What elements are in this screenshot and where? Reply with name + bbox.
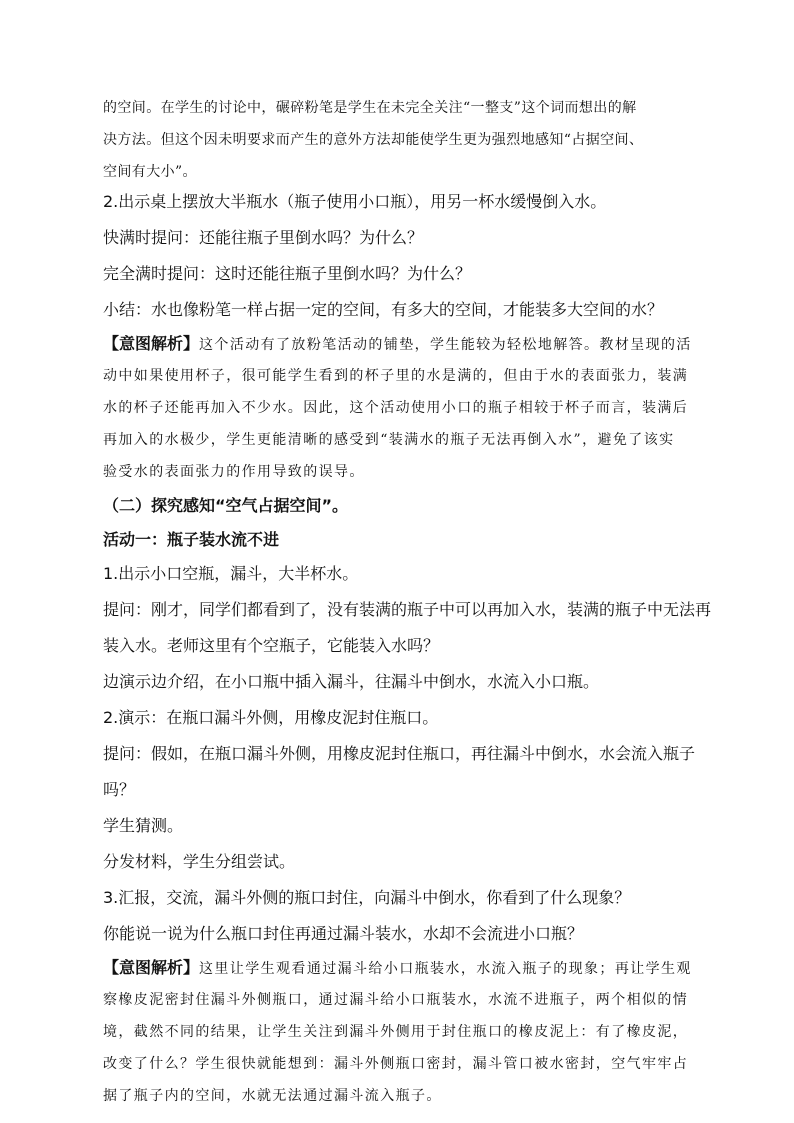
paragraph-line: 境，截然不同的结果，让学生关注到漏斗外侧用于封住瓶口的橡皮泥上：有了橡皮泥，: [103, 1024, 689, 1040]
question-line: 提问：刚才，同学们都看到了，没有装满的瓶子中可以再加入水，装满的瓶子中无法再: [103, 600, 712, 619]
intent-analysis-line: [103, 958, 695, 978]
activity-heading: 活动一：瓶子装水流不进: [103, 530, 280, 549]
paragraph-line: 据了瓶子内的空间，水就无法通过漏斗流入瓶子。: [103, 1088, 442, 1104]
paragraph-line: 决方法。但这个因未明要求而产生的意外方法却能使学生更为强烈地感知“占据空间、: [103, 132, 644, 148]
intent-label: 【意图解析】: [103, 334, 200, 353]
question-line: 你能说一说为什么瓶口封住再通过漏斗装水，水却不会流进小口瓶？: [103, 924, 584, 943]
question-line: 完全满时提问：这时还能往瓶子里倒水吗？为什么？: [103, 264, 472, 283]
paragraph-line: 再加入的水极少，学生更能清晰的感受到“装满水的瓶子无法再倒入水”，避免了该实: [103, 432, 675, 448]
section-heading: （二）探究感知“空气占据空间”。: [103, 496, 349, 515]
step-line: 1.出示小口空瓶，漏斗，大半杯水。: [103, 564, 359, 583]
paragraph-line: 的空间。在学生的讨论中，碾碎粉笔是学生在未完全关注“一整支”这个词而想出的解: [103, 100, 637, 116]
paragraph-line: 验受水的表面张力的作用导致的误导。: [103, 464, 365, 480]
paragraph-line: 边演示边介绍，在小口瓶中插入漏斗，往漏斗中倒水，水流入小口瓶。: [103, 672, 600, 691]
paragraph-line: 分发材料，学生分组尝试。: [103, 852, 296, 871]
question-line: 提问：假如，在瓶口漏斗外侧，用橡皮泥封住瓶口，再往漏斗中倒水，水会流入瓶子: [103, 744, 696, 763]
paragraph-line: 动中如果使用杯子，很可能学生看到的杯子里的水是满的，但由于水的表面张力，装满: [103, 368, 689, 384]
intent-label: 【意图解析】: [103, 958, 200, 977]
question-line: 快满时提问：还能往瓶子里倒水吗？为什么？: [103, 228, 424, 247]
intent-text: 这里让学生观看通过漏斗给小口瓶装水，水流入瓶子的现象；再让学生观: [199, 961, 692, 977]
paragraph-line: 察橡皮泥密封住漏斗外侧瓶口，通过漏斗给小口瓶装水，水流不进瓶子，两个相似的情: [103, 992, 689, 1008]
paragraph-line: 空间有大小”。: [103, 164, 197, 180]
intent-text: 这个活动有了放粉笔活动的铺垫，学生能较为轻松地解答。教材呈现的活: [199, 337, 692, 353]
step-line: 2.出示桌上摆放大半瓶水（瓶子使用小口瓶），用另一杯水缓慢倒入水。: [103, 192, 607, 211]
summary-line: 小结：水也像粉笔一样占据一定的空间，有多大的空间，才能装多大空间的水？: [103, 300, 664, 319]
intent-analysis-line: [103, 334, 695, 354]
question-line: 吗？: [103, 780, 136, 799]
question-line: 装入水。老师这里有个空瓶子，它能装入水吗？: [103, 636, 440, 655]
step-line: 3.汇报，交流，漏斗外侧的瓶口封住，向漏斗中倒水，你看到了什么现象？: [103, 888, 631, 907]
paragraph-line: 水的杯子还能再加入不少水。因此，这个活动使用小口的瓶子相较于杯子而言，装满后: [103, 400, 689, 416]
paragraph-line: 改变了什么？学生很快就能想到：漏斗外侧瓶口密封，漏斗管口被水密封，空气牢牢占: [103, 1056, 689, 1072]
document-page: [103, 98, 712, 1106]
paragraph-line: 学生猜测。: [103, 816, 184, 835]
step-line: 2.演示：在瓶口漏斗外侧，用橡皮泥封住瓶口。: [103, 708, 439, 727]
